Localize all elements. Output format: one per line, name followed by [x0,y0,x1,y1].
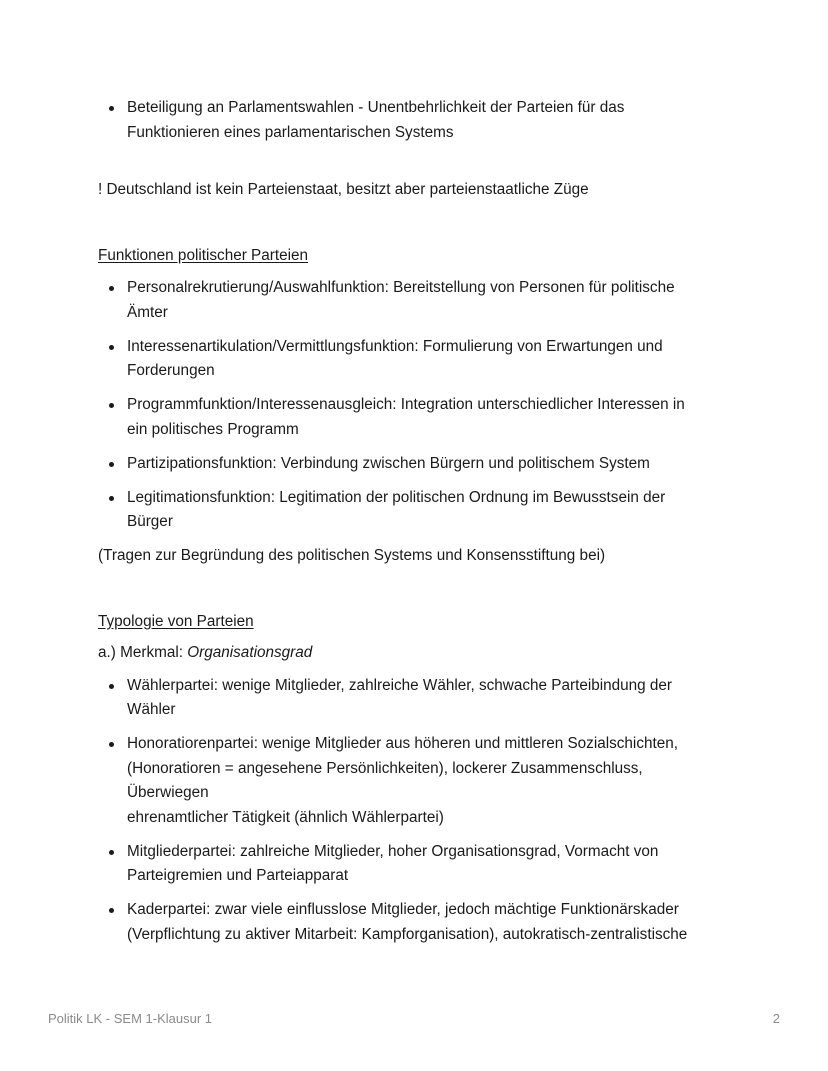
list-item-line: Parteigremien und Parteiapparat [127,867,349,884]
list-item-line: Personalrekrutierung/Auswahlfunktion: Bereitstellung von Personen für politische [127,279,675,296]
list-item [98,393,738,442]
list-item-line: Funktionieren eines parlamentarischen Systems [127,123,454,141]
list-item [98,96,738,145]
note-paragraph: ! Deutschland ist kein Parteienstaat, besitzt aber parteienstaatliche Züge [98,181,589,198]
list-item-line: Programmfunktion/Interessenausgleich: Integration unterschiedlicher Interessen in [127,396,685,413]
list-item-line: Partizipationsfunktion: Verbindung zwischen Bürgern und politischem System [127,454,650,472]
list-item [98,276,738,325]
list-item-line: Überwiegen [127,784,209,801]
page-number: 2 [772,1011,780,1026]
list-item [98,674,738,723]
list-item-line: Ämter [127,303,168,321]
list-item-line: (Honoratioren = angesehene Persönlichkeiten), lockerer Zusammenschluss, [127,759,643,777]
typology-heading: Typologie von Parteien [98,612,254,630]
list-item-line: Interessenartikulation/Vermittlungsfunktion: Formulierung von Erwartungen und [127,337,663,355]
functions-bullet-list [98,276,738,535]
merkmal-prefix: a.) Merkmal: [98,644,188,661]
list-item-line: ehrenamtlicher Tätigkeit (ähnlich Wählerpartei) [127,808,444,826]
list-item-line: Honoratiorenpartei: wenige Mitglieder aus höheren und mittleren Sozialschichten, [127,735,679,752]
merkmal-line [98,641,738,666]
list-item-line: Wählerpartei: wenige Mitglieder, zahlreiche Wähler, schwache Parteibindung der [127,676,673,694]
footer-title: Politik LK - SEM 1-Klausur 1 [48,1011,213,1026]
list-item [98,732,738,830]
list-item-line: ein politisches Programm [127,420,299,438]
list-item-line: Beteiligung an Parlamentswahlen - Unentbehrlichkeit der Parteien für das [127,99,625,116]
list-item-line: Mitgliederpartei: zahlreiche Mitglieder, hoher Organisationsgrad, Vormacht von [127,842,659,860]
page-content [98,96,738,957]
list-item [98,840,738,889]
functions-closing-text: (Tragen zur Begründung des politischen Systems und Konsensstiftung bei) [98,547,606,564]
list-item-line: (Verpflichtung zu aktiver Mitarbeit: Kampforganisation), autokratisch-zentralistische [127,925,688,943]
functions-heading: Funktionen politischer Parteien [98,246,309,264]
list-item [98,486,738,535]
list-item [98,898,738,947]
list-item-line: Kaderpartei: zwar viele einflusslose Mitglieder, jedoch mächtige Funktionärskader [127,901,679,918]
list-item-line: Legitimationsfunktion: Legitimation der politischen Ordnung im Bewusstsein der [127,488,666,506]
list-item-line: Wähler [127,701,176,718]
list-item [98,452,738,477]
list-item-line: Forderungen [127,362,215,379]
merkmal-value: Organisationsgrad [187,644,313,661]
list-item-line: Bürger [127,513,173,530]
intro-bullet-list [98,96,738,145]
typology-bullet-list [98,674,738,948]
list-item [98,335,738,384]
